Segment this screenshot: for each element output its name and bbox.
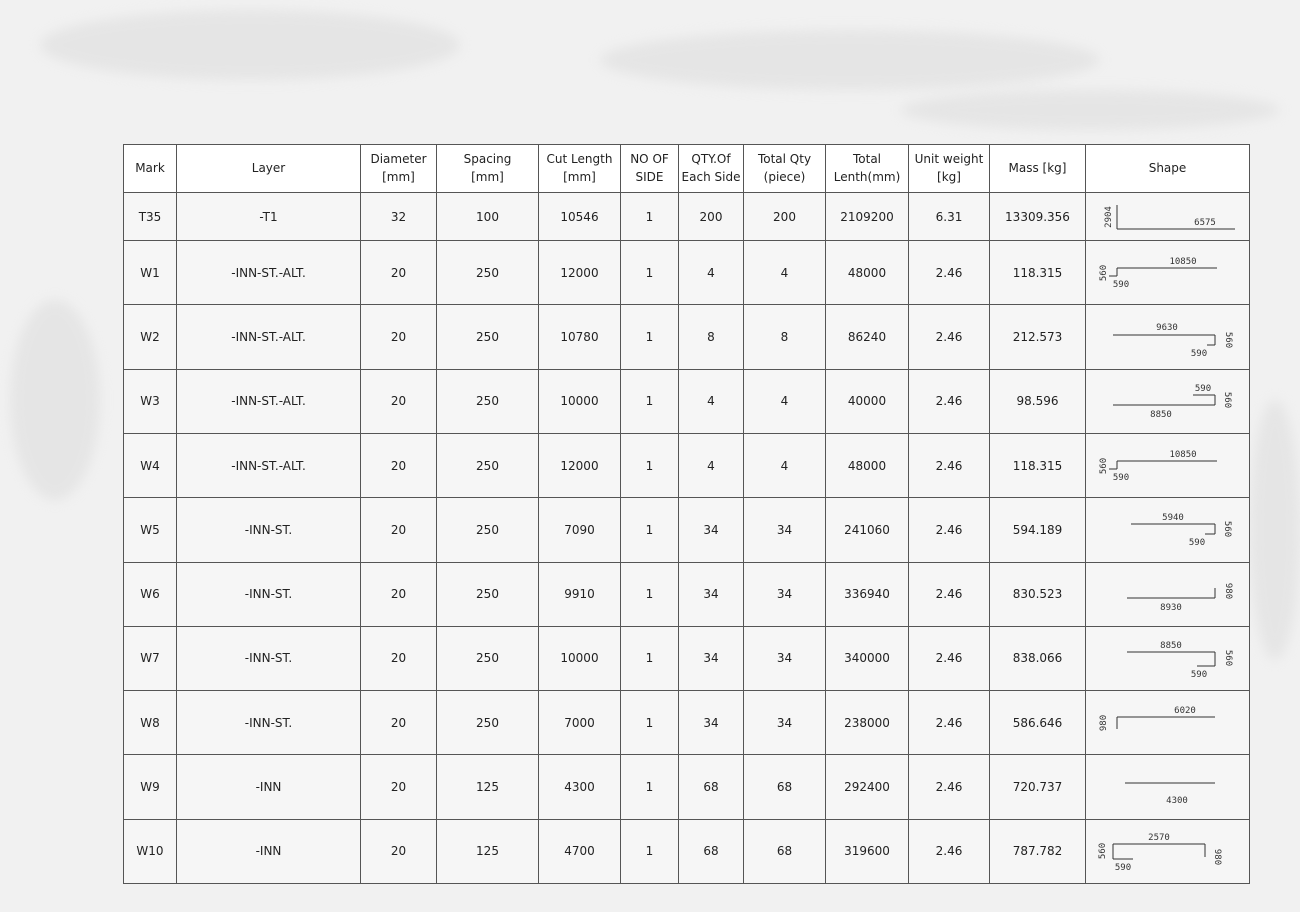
cell-mark: W4 [124,434,177,498]
header-spacing-line: [mm] [471,169,504,184]
cell-spacing: 125 [437,755,539,819]
bar-shape-diagram [1093,759,1243,815]
cell-qty-each-side: 4 [679,241,744,305]
cell-layer: -INN-ST.-ALT. [177,305,361,369]
cell-cut-length: 10000 [539,369,621,433]
shape-dimension-label: 10850 [1168,449,1197,460]
header-no-of-side-line: SIDE [635,169,664,184]
shape-dimension-label: 560 [1222,331,1233,349]
cell-total-qty: 34 [744,498,826,562]
header-shape [1086,145,1250,193]
cell-total-length: 2109200 [826,193,909,241]
cell-shape [1086,193,1250,241]
cell-mark: W8 [124,691,177,755]
cell-unit-weight: 2.46 [909,691,990,755]
shape-dimension-label: 10850 [1168,256,1197,267]
cell-shape [1086,369,1250,433]
cell-total-length: 319600 [826,819,909,883]
cell-mass: 787.782 [990,819,1086,883]
cell-cut-length: 12000 [539,241,621,305]
shape-dimension-label: 980 [1098,714,1109,731]
shape-dimension-label: 590 [1190,670,1207,681]
cell-no-of-side: 1 [621,691,679,755]
cell-spacing: 250 [437,434,539,498]
table-body [124,193,1250,884]
cell-layer: -INN-ST. [177,498,361,562]
header-spacing-line: Spacing [463,152,512,167]
cell-cut-length: 10780 [539,305,621,369]
cell-spacing: 250 [437,241,539,305]
table-row [124,369,1250,433]
cell-diameter: 20 [361,755,437,819]
shape-dimension-label: 6020 [1173,705,1196,716]
cell-shape [1086,626,1250,690]
table-row [124,305,1250,369]
cell-mark: W2 [124,305,177,369]
cell-mark: W3 [124,369,177,433]
cell-shape [1086,562,1250,626]
cell-cut-length: 10000 [539,626,621,690]
shape-dimension-label: 9630 [1155,323,1178,334]
cell-no-of-side: 1 [621,626,679,690]
cell-unit-weight: 2.46 [909,369,990,433]
shape-dimension-label: 590 [1188,537,1205,548]
cell-shape [1086,241,1250,305]
bar-shape-diagram [1093,197,1243,237]
header-total-length-line: Lenth(mm) [833,169,901,184]
header-row [124,145,1250,193]
bar-shape-diagram [1093,695,1243,751]
cell-qty-each-side: 34 [679,626,744,690]
shape-dimension-label: 560 [1098,457,1109,474]
cell-mass: 720.737 [990,755,1086,819]
cell-total-length: 48000 [826,434,909,498]
cell-cut-length: 7090 [539,498,621,562]
bar-shape-diagram [1093,309,1243,365]
cell-qty-each-side: 34 [679,498,744,562]
cell-unit-weight: 2.46 [909,305,990,369]
header-qty-each-side [679,145,744,193]
header-cut-length-line: Cut Length [546,152,613,167]
bar-shape-diagram [1093,245,1243,301]
cell-total-qty: 8 [744,305,826,369]
cell-mark: W5 [124,498,177,562]
table-row [124,193,1250,241]
cell-qty-each-side: 4 [679,369,744,433]
cell-total-length: 292400 [826,755,909,819]
shape-dimension-label: 560 [1097,843,1108,860]
cell-diameter: 20 [361,241,437,305]
cell-no-of-side: 1 [621,819,679,883]
shape-dimension-label: 590 [1190,349,1207,360]
cell-total-length: 86240 [826,305,909,369]
cell-diameter: 20 [361,819,437,883]
bar-bending-schedule-table [123,144,1250,884]
shape-dimension-label: 590 [1112,472,1129,483]
cell-layer: -INN-ST. [177,691,361,755]
cell-mass: 594.189 [990,498,1086,562]
bar-shape-diagram [1093,502,1243,558]
shape-dimension-label: 980 [1222,583,1233,600]
cell-qty-each-side: 34 [679,691,744,755]
cell-total-length: 340000 [826,626,909,690]
cell-cut-length: 12000 [539,434,621,498]
cell-cut-length: 10546 [539,193,621,241]
cell-shape [1086,305,1250,369]
cell-spacing: 125 [437,819,539,883]
cell-total-length: 241060 [826,498,909,562]
shape-dimension-label: 560 [1222,650,1233,667]
cell-layer: -INN-ST.-ALT. [177,369,361,433]
cell-total-qty: 34 [744,691,826,755]
shape-dimension-label: 2904 [1103,205,1114,228]
shape-dimension-label: 8850 [1149,410,1172,421]
cell-diameter: 20 [361,562,437,626]
cell-diameter: 20 [361,305,437,369]
header-shape-line: Shape [1148,160,1187,175]
cell-no-of-side: 1 [621,755,679,819]
cell-total-qty: 4 [744,369,826,433]
cell-qty-each-side: 68 [679,819,744,883]
cell-cut-length: 7000 [539,691,621,755]
cell-mark: W10 [124,819,177,883]
header-spacing [437,145,539,193]
shape-dimension-label: 590 [1194,384,1211,395]
shape-dimension-label: 590 [1112,279,1129,290]
header-unit-weight [909,145,990,193]
header-qty-each-side-line: Each Side [681,169,741,184]
cell-no-of-side: 1 [621,562,679,626]
cell-total-qty: 68 [744,755,826,819]
cell-qty-each-side: 8 [679,305,744,369]
cell-no-of-side: 1 [621,369,679,433]
cell-layer: -INN-ST. [177,562,361,626]
cell-total-length: 238000 [826,691,909,755]
shape-dimension-label: 560 [1221,392,1232,409]
cell-mass: 118.315 [990,434,1086,498]
cell-unit-weight: 6.31 [909,193,990,241]
header-total-length-line: Total [852,152,882,167]
header-total-qty [744,145,826,193]
cell-diameter: 20 [361,498,437,562]
shape-dimension-label: 2570 [1147,833,1170,844]
cell-mark: W1 [124,241,177,305]
header-layer [177,145,361,193]
shape-dimension-label: 560 [1098,264,1109,281]
cell-shape [1086,498,1250,562]
cell-unit-weight: 2.46 [909,755,990,819]
header-cut-length [539,145,621,193]
header-qty-each-side-line: QTY.Of [691,152,731,167]
header-unit-weight-line: Unit weight [914,152,984,167]
cell-unit-weight: 2.46 [909,819,990,883]
cell-mass: 830.523 [990,562,1086,626]
cell-diameter: 20 [361,691,437,755]
table-row [124,626,1250,690]
table-row [124,819,1250,883]
cell-mass: 118.315 [990,241,1086,305]
cell-total-qty: 68 [744,819,826,883]
cell-layer: -INN [177,755,361,819]
cell-spacing: 250 [437,305,539,369]
cell-no-of-side: 1 [621,193,679,241]
bar-shape-diagram [1093,373,1243,429]
header-total-qty-line: (piece) [763,169,806,184]
cell-unit-weight: 2.46 [909,498,990,562]
cell-qty-each-side: 200 [679,193,744,241]
header-total-qty-line: Total Qty [757,152,812,167]
cell-unit-weight: 2.46 [909,241,990,305]
header-no-of-side [621,145,679,193]
cell-layer: -INN-ST.-ALT. [177,241,361,305]
header-mass [990,145,1086,193]
table-header [124,145,1250,193]
cell-total-qty: 34 [744,562,826,626]
cell-qty-each-side: 34 [679,562,744,626]
cell-shape [1086,755,1250,819]
cell-mark: W6 [124,562,177,626]
cell-total-length: 48000 [826,241,909,305]
cell-mass: 586.646 [990,691,1086,755]
shape-dimension-label: 8930 [1159,603,1182,614]
cell-unit-weight: 2.46 [909,562,990,626]
header-diameter [361,145,437,193]
cell-mass: 98.596 [990,369,1086,433]
cell-shape [1086,691,1250,755]
cell-spacing: 250 [437,562,539,626]
cell-layer: -INN-ST.-ALT. [177,434,361,498]
cell-cut-length: 9910 [539,562,621,626]
cell-no-of-side: 1 [621,498,679,562]
table-row [124,755,1250,819]
shape-dimension-label: 8850 [1159,641,1182,652]
shape-dimension-label: 5940 [1161,512,1184,523]
cell-spacing: 100 [437,193,539,241]
header-no-of-side-line: NO OF [630,152,669,167]
cell-spacing: 250 [437,626,539,690]
header-mark-line: Mark [135,160,165,175]
cell-spacing: 250 [437,691,539,755]
cell-mark: T35 [124,193,177,241]
cell-layer: -INN-ST. [177,626,361,690]
table-row [124,562,1250,626]
table-row [124,498,1250,562]
cell-total-qty: 4 [744,434,826,498]
cell-unit-weight: 2.46 [909,626,990,690]
cell-no-of-side: 1 [621,241,679,305]
cell-layer: -T1 [177,193,361,241]
shape-dimension-label: 560 [1221,520,1232,538]
shape-dimension-label: 980 [1211,849,1222,866]
bar-shape-diagram [1093,438,1243,494]
header-unit-weight-line: [kg] [937,169,961,184]
cell-qty-each-side: 4 [679,434,744,498]
cell-diameter: 20 [361,626,437,690]
header-diameter-line: Diameter [370,152,427,167]
table-row [124,691,1250,755]
cell-cut-length: 4700 [539,819,621,883]
cell-layer: -INN [177,819,361,883]
header-cut-length-line: [mm] [563,169,596,184]
header-mass-line: Mass [kg] [1008,160,1067,175]
cell-cut-length: 4300 [539,755,621,819]
shape-dimension-label: 6575 [1193,217,1216,228]
cell-shape [1086,434,1250,498]
bar-shape-diagram [1093,566,1243,622]
cell-mass: 13309.356 [990,193,1086,241]
cell-spacing: 250 [437,498,539,562]
table-row [124,241,1250,305]
cell-shape [1086,819,1250,883]
header-diameter-line: [mm] [382,169,415,184]
cell-total-qty: 4 [744,241,826,305]
cell-total-length: 40000 [826,369,909,433]
cell-mark: W9 [124,755,177,819]
cell-unit-weight: 2.46 [909,434,990,498]
cell-total-qty: 200 [744,193,826,241]
bar-shape-diagram [1093,630,1243,686]
cell-diameter: 20 [361,369,437,433]
cell-mass: 838.066 [990,626,1086,690]
shape-dimension-label: 4300 [1165,795,1188,806]
cell-total-length: 336940 [826,562,909,626]
header-layer-line: Layer [251,160,286,175]
table-row [124,434,1250,498]
cell-no-of-side: 1 [621,305,679,369]
cell-total-qty: 34 [744,626,826,690]
shape-dimension-label: 590 [1114,863,1131,874]
bar-shape-diagram [1093,823,1243,879]
header-total-length [826,145,909,193]
cell-spacing: 250 [437,369,539,433]
cell-qty-each-side: 68 [679,755,744,819]
cell-no-of-side: 1 [621,434,679,498]
cell-mark: W7 [124,626,177,690]
header-mark [124,145,177,193]
cell-mass: 212.573 [990,305,1086,369]
cell-diameter: 20 [361,434,437,498]
cell-diameter: 32 [361,193,437,241]
